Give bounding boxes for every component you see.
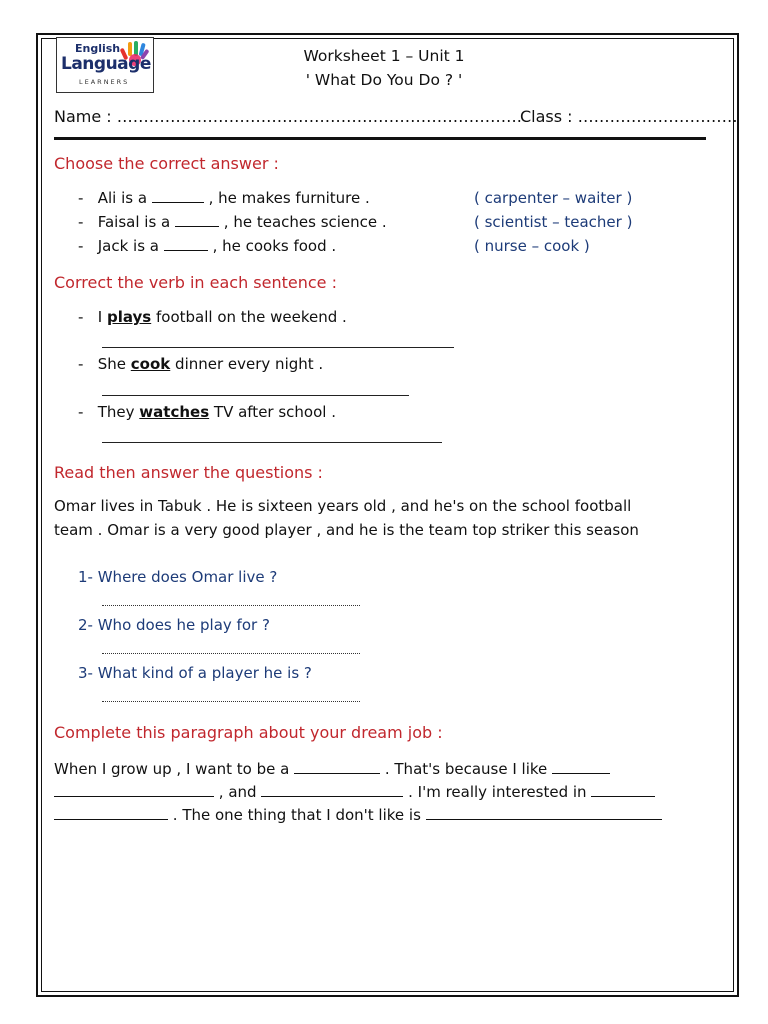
blank-line [54, 819, 168, 820]
choice-item-1 [78, 189, 370, 207]
blank-line [152, 202, 204, 203]
choice-options-3: ( nurse – cook ) [474, 237, 590, 255]
blank-line [261, 796, 403, 797]
answer-line [102, 442, 442, 443]
choice-item-2 [78, 213, 387, 231]
section4-heading: Complete this paragraph about your dream job : [54, 723, 443, 742]
verb-item-2 [78, 355, 323, 373]
bullet-dash: - [78, 355, 84, 373]
answer-dotted-line [102, 701, 360, 702]
blank-line [175, 226, 219, 227]
paragraph-text: . That's because I like [384, 760, 548, 778]
bullet-dash: - [78, 308, 84, 326]
verb-pre: They [97, 403, 135, 421]
section1-heading: Choose the correct answer : [54, 154, 279, 173]
bullet-dash: - [78, 213, 84, 231]
name-field-label: Name : …………………………………………………………………. [54, 107, 522, 126]
paragraph-text: When I grow up , I want to be a [54, 760, 290, 778]
section2-heading: Correct the verb in each sentence : [54, 273, 337, 292]
verb-to-correct: cook [130, 355, 171, 373]
english-language-learners-logo [56, 37, 154, 93]
blank-line [426, 819, 662, 820]
logo-text-learners: LEARNERS [79, 78, 130, 86]
paragraph-line-1 [54, 760, 610, 778]
question-1: 1- Where does Omar live ? [78, 568, 278, 586]
verb-post: dinner every night . [175, 355, 324, 373]
verb-item-3 [78, 403, 336, 421]
choice-post: , he teaches science . [223, 213, 387, 231]
paragraph-text: . I'm really interested in [408, 783, 587, 801]
worksheet-title: Worksheet 1 – Unit 1 [303, 47, 465, 65]
verb-item-1 [78, 308, 347, 326]
verb-pre: She [97, 355, 126, 373]
paragraph-line-3 [54, 806, 662, 824]
bullet-dash: - [78, 403, 84, 421]
blank-line [54, 796, 214, 797]
question-3: 3- What kind of a player he is ? [78, 664, 312, 682]
blank-line [552, 773, 610, 774]
choice-options-2: ( scientist – teacher ) [474, 213, 633, 231]
reading-passage-line-2: team . Omar is a very good player , and he is the team top striker this season [54, 521, 639, 539]
answer-line [102, 347, 454, 348]
verb-pre: I [97, 308, 103, 326]
answer-dotted-line [102, 605, 360, 606]
choice-pre: Faisal is a [97, 213, 171, 231]
choice-post: , he cooks food . [212, 237, 337, 255]
bullet-dash: - [78, 237, 84, 255]
answer-dotted-line [102, 653, 360, 654]
page-border-inner [41, 38, 734, 992]
section3-heading: Read then answer the questions : [54, 463, 323, 482]
logo-text-english: English [75, 42, 121, 55]
question-2: 2- Who does he play for ? [78, 616, 270, 634]
verb-to-correct: plays [106, 308, 152, 326]
choice-pre: Jack is a [97, 237, 159, 255]
class-field-label: Class : ………………………… [520, 107, 738, 126]
header-divider [54, 137, 706, 140]
verb-post: football on the weekend . [155, 308, 347, 326]
paragraph-text: , and [218, 783, 257, 801]
blank-line [591, 796, 655, 797]
blank-line [294, 773, 380, 774]
choice-item-3 [78, 237, 336, 255]
choice-post: , he makes furniture . [208, 189, 370, 207]
verb-post: TV after school . [213, 403, 336, 421]
answer-line [102, 395, 409, 396]
choice-options-1: ( carpenter – waiter ) [474, 189, 633, 207]
paragraph-text: . The one thing that I don't like is [172, 806, 421, 824]
bullet-dash: - [78, 189, 84, 207]
reading-passage-line-1: Omar lives in Tabuk . He is sixteen years old , and he's on the school football [54, 497, 632, 515]
choice-pre: Ali is a [97, 189, 148, 207]
blank-line [164, 250, 208, 251]
worksheet-subtitle: ' What Do You Do ? ' [305, 71, 463, 89]
logo-text-language: Language [61, 54, 151, 74]
verb-to-correct: watches [139, 403, 210, 421]
paragraph-line-2 [54, 783, 655, 801]
